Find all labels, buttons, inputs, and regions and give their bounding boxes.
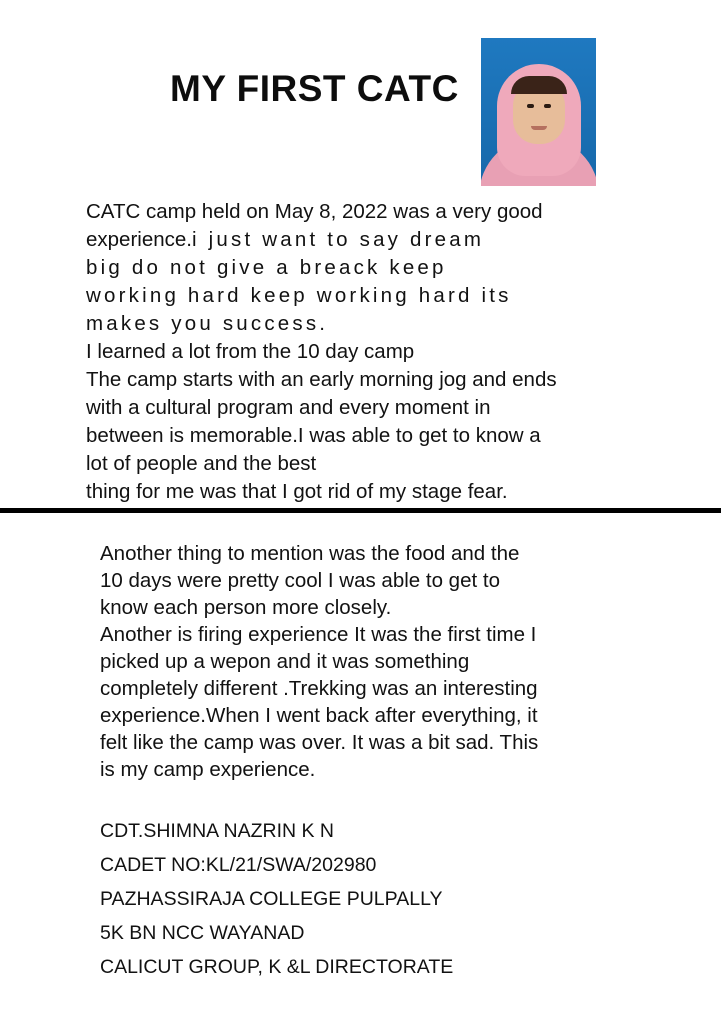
top-line-3: big do not give a breack keep xyxy=(86,256,447,279)
bottom-line-9: is my camp experience. xyxy=(100,758,316,781)
cadet-name: CDT.SHIMNA NAZRIN K N xyxy=(100,820,335,842)
top-line-1: CATC camp held on May 8, 2022 was a very good xyxy=(86,200,543,223)
cadet-portrait-photo xyxy=(481,38,596,186)
group-directorate: CALICUT GROUP, K &L DIRECTORATE xyxy=(100,956,454,978)
page-title: MY FIRST CATC xyxy=(170,68,459,109)
cadet-number: CADET NO:KL/21/SWA/202980 xyxy=(100,854,377,876)
top-line-2 xyxy=(86,226,646,254)
bottom-paragraph xyxy=(100,540,645,783)
top-line-2b: i just want to say dream xyxy=(191,228,485,251)
section-divider xyxy=(0,508,721,513)
top-line-7: The camp starts with an early morning jog and ends xyxy=(86,368,557,391)
photo-eye-right xyxy=(544,104,551,108)
photo-eye-left xyxy=(527,104,534,108)
top-line-10: lot of people and the best xyxy=(86,452,317,475)
top-line-11: thing for me was that I got rid of my stage fear. xyxy=(86,480,508,503)
college-name: PAZHASSIRAJA COLLEGE PULPALLY xyxy=(100,888,443,910)
top-line-2a: experience. xyxy=(86,228,192,251)
top-line-8: with a cultural program and every moment in xyxy=(86,396,491,419)
bottom-line-1: Another thing to mention was the food and the xyxy=(100,542,520,565)
bottom-line-8: felt like the camp was over. It was a bit sad. This xyxy=(100,731,539,754)
top-line-5: makes you success. xyxy=(86,312,329,335)
bottom-line-6: completely different .Trekking was an interesting xyxy=(100,677,538,700)
photo-hair xyxy=(511,76,567,94)
top-paragraph xyxy=(86,198,646,506)
battalion-name: 5K BN NCC WAYANAD xyxy=(100,922,305,944)
photo-mouth xyxy=(531,126,547,130)
bottom-line-2: 10 days were pretty cool I was able to get to xyxy=(100,569,500,592)
signoff-block xyxy=(100,814,645,984)
top-line-9: between is memorable.I was able to get to know a xyxy=(86,424,541,447)
top-line-6: I learned a lot from the 10 day camp xyxy=(86,340,415,363)
bottom-line-7: experience.When I went back after everything, it xyxy=(100,704,538,727)
top-line-4: working hard keep working hard its xyxy=(86,284,512,307)
bottom-line-3: know each person more closely. xyxy=(100,596,392,619)
bottom-line-5: picked up a wepon and it was something xyxy=(100,650,470,673)
bottom-line-4: Another is firing experience It was the first time I xyxy=(100,623,537,646)
